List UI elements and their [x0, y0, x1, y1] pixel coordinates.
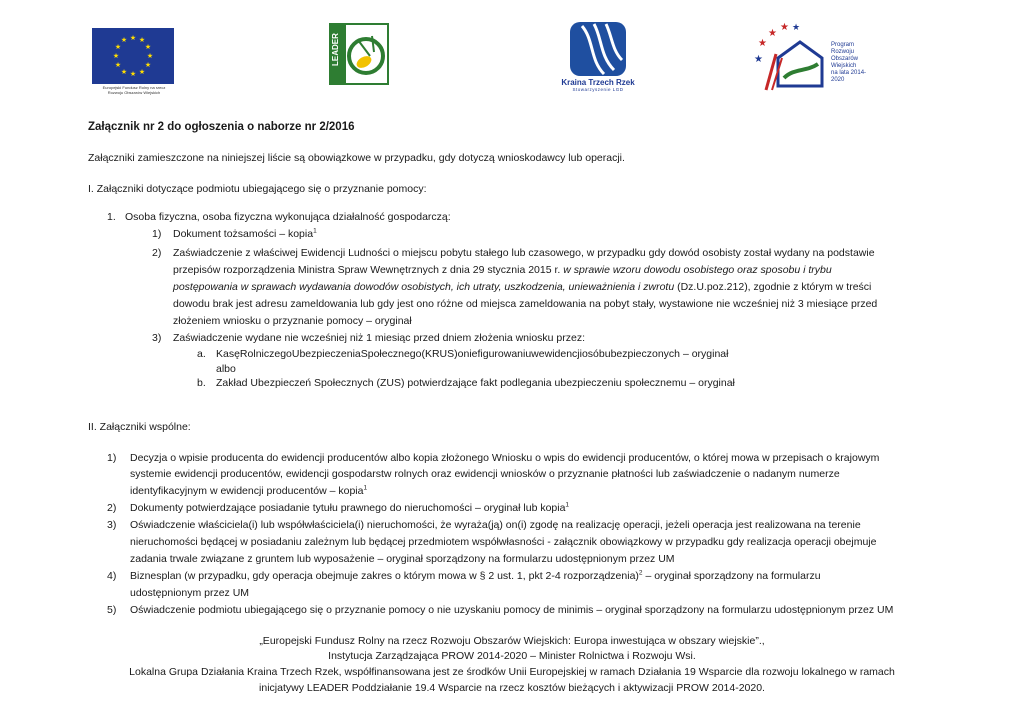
kraina-trzech-rzek-logo [560, 20, 636, 96]
section1-heading: I. Załączniki dotyczące podmiotu ubiegającego się o przyznanie pomocy: [88, 183, 427, 195]
s2-item1-line1: Decyzja o wpisie producenta do ewidencji producentów albo kopia złożonego Wniosku o wpis do ewidencji producentów, o której mowa w przepisach o krajowym [130, 452, 880, 464]
eu-flag-icon [92, 28, 174, 84]
sub2-number: 2) [152, 247, 162, 259]
leader-logo [322, 22, 390, 86]
s2-item3-line1: Oświadczenie właściciela(i) lub współwłaściciela(i) nieruchomości, że wyraża(ją) on(i) zgodę na realizację operacji, jeżeli operacja jest realizowana na terenie [130, 519, 861, 531]
s2-item1-line3-text: identyfikacyjnym w ewidencji producentów – kopia [130, 485, 364, 497]
suba-number: a. [197, 348, 206, 360]
prow-icon [748, 18, 830, 98]
document-title: Załącznik nr 2 do ogłoszenia o naborze nr 2/2016 [88, 121, 355, 133]
svg-text:★: ★ [792, 22, 801, 32]
s2-item3-line2: nieruchomości będącej w posiadaniu zależnym lub będącej przedmiotem współwłasności - załącznik obowiązkowy w przypadku gdy realizacja operacji obejmuje [130, 536, 877, 548]
eu-caption-line2: Rozwoju Obszarów Wiejskich [107, 90, 161, 95]
sub2-line5: złożeniem wniosku o przyznanie pomocy – oryginał [173, 315, 412, 327]
item1-text: Osoba fizyczna, osoba fizyczna wykonująca działalność gospodarczą: [125, 211, 451, 223]
svg-text:★: ★ [114, 62, 122, 69]
s2-item2-label: Dokumenty potwierdzające posiadanie tytułu prawnego do nieruchomości – oryginał lub kopia [130, 502, 566, 514]
s2-item2-number: 2) [107, 502, 117, 514]
sub3-number: 3) [152, 332, 162, 344]
prow-text [831, 42, 878, 84]
sub3-text: Zaświadczenie wydane nie wcześniej niż 1 miesiąc przed dniem złożenia wniosku przez: [173, 332, 586, 344]
sub2-line3-plain: (Dz.U.poz.212), zgodnie z którym w treści [677, 281, 872, 293]
ktr-subtitle: Stowarzyszenie LGD [572, 87, 624, 92]
eu-caption-line1: Europejski Fundusz Rolny na rzecz [102, 85, 166, 90]
svg-text:LEADER: LEADER [331, 33, 340, 66]
section2-heading: II. Załączniki wspólne: [88, 421, 191, 433]
eu-caption [92, 85, 176, 95]
svg-text:★: ★ [146, 53, 154, 60]
s2-item4-line2: udostępnionym przez UM [130, 587, 250, 599]
eu-flag-logo [92, 28, 176, 96]
s2-item4-number: 4) [107, 570, 117, 582]
sub2-line2-plain: przepisów rozporządzenia Ministra Spraw Wewnętrznych z dnia 29 stycznia 2015 r. [173, 264, 564, 276]
svg-text:★: ★ [114, 44, 122, 51]
sub1-label: Dokument tożsamości – kopia [173, 228, 314, 240]
svg-text:★: ★ [758, 38, 767, 49]
svg-text:★: ★ [120, 69, 128, 76]
s2-item5-number: 5) [107, 604, 117, 616]
s2-item4-line1-b: – oryginał sporządzony na formularzu [642, 570, 821, 582]
s2-item3-number: 3) [107, 519, 117, 531]
svg-text:★: ★ [112, 53, 120, 60]
footer-line4: inicjatywy LEADER Poddziałanie 19.4 Wsparcie na rzecz kosztów bieżących i aktywizacji PROW 2014-2020. [259, 682, 765, 694]
s2-item4-line1-a: Biznesplan (w przypadku, gdy operacja obejmuje zakres o którym mowa w § 2 ust. 1, pkt 2-4 rozporządzenia) [130, 570, 639, 582]
svg-text:★: ★ [768, 28, 777, 39]
sub2-line3 [173, 279, 871, 296]
intro-text: Załączniki zamieszczone na niniejszej liście są obowiązkowe w przypadku, gdy dotyczą wnioskodawcy lub operacji. [88, 152, 625, 164]
prow-line5: na lata 2014-2020 [831, 70, 867, 83]
subb-number: b. [197, 377, 206, 389]
leader-icon [322, 22, 390, 86]
svg-text:★: ★ [129, 71, 137, 78]
sub2-line2-italic: w sprawie wzoru dowodu osobistego oraz sposobu i trybu [563, 264, 832, 276]
sub1-text [173, 226, 317, 243]
s2-item4-footnote: 2 [638, 569, 643, 577]
prow-line3: Obszarów [831, 56, 859, 62]
sub1-footnote: 1 [313, 227, 317, 235]
svg-text:★: ★ [129, 35, 137, 42]
svg-text:★: ★ [144, 44, 152, 51]
s2-item1-footnote: 1 [363, 484, 368, 492]
s2-item3-line3: zadania trwale związane z gruntem lub wyposażenie – oryginał sporządzony na formularzu udostępnionym przez UM [130, 553, 675, 565]
s2-item4-line1 [130, 568, 821, 585]
s2-item2-text [130, 500, 569, 517]
footer-line3: Lokalna Grupa Działania Kraina Trzech Rzek, współfinansowana jest ze środków Unii Europejskiej w ramach Działania 19 Wsparcie dla rozwoju lokalnego w ramach [129, 666, 895, 678]
sub2-line4: dowodu brak jest adresu zameldowania lub gdy jest ono różne od miejsca zameldowania na pobyt stały, wystawione nie wcześniej niż 3 miesiące przed [173, 298, 878, 310]
svg-text:★: ★ [138, 69, 146, 76]
s2-item1-line2: systemie ewidencji producentów, ewidencji gospodarstw rolnych oraz ewidencji wniosków o przyznanie płatności lub zaświadczenie o nadanym numerze [130, 468, 840, 480]
svg-text:★: ★ [144, 62, 152, 69]
svg-text:★: ★ [754, 54, 763, 65]
footer-line2: Instytucja Zarządzająca PROW 2014-2020 – Minister Rolnictwa i Rozwoju Wsi. [328, 650, 696, 662]
svg-text:★: ★ [120, 37, 128, 44]
item1-number: 1. [107, 211, 116, 223]
logo-bar [0, 0, 1024, 110]
subb-text: Zakład Ubezpieczeń Społecznych (ZUS) potwierdzające fakt podlegania ubezpieczeniu społecznemu – oryginał [216, 377, 735, 389]
svg-text:★: ★ [780, 22, 789, 33]
sub2-line3-italic: postępowania w sprawach wydawania dowodów osobistych, ich utraty, uszkodzenia, unieważnienia i zwrotu [173, 281, 678, 293]
s2-item2-footnote: 1 [565, 501, 570, 509]
prow-line4: Wiejskich [831, 63, 857, 69]
s2-item1-number: 1) [107, 452, 117, 464]
prow-line2: Rozwoju [831, 49, 855, 55]
kraina-trzech-rzek-icon [560, 20, 636, 78]
prow-logo [748, 18, 878, 98]
sub2-line2 [173, 262, 832, 279]
sub2-line1: Zaświadczenie z właściwej Ewidencji Ludności o miejscu pobytu stałego lub czasowego, w przypadku gdy dowód osobisty został wydany na podstawie [173, 247, 875, 259]
albo-text: albo [216, 363, 236, 375]
suba-text: KasęRolniczegoUbezpieczeniaSpołecznego(KRUS)oniefigurowaniuwewidencjiosóbubezpieczonych – oryginał [216, 348, 729, 360]
prow-line1: Program [831, 42, 855, 48]
s2-item1-line3 [130, 483, 367, 500]
svg-text:★: ★ [138, 37, 146, 44]
s2-item5-text: Oświadczenie podmiotu ubiegającego się o przyznanie pomocy o nie uzyskaniu pomocy de minimis – oryginał sporządzony na formularzu udostępnionym przez UM [130, 604, 894, 616]
ktr-name: Kraina Trzech Rzek [561, 78, 635, 87]
footer-line1: „Europejski Fundusz Rolny na rzecz Rozwoju Obszarów Wiejskich: Europa inwestująca w obszary wiejskie”., [259, 635, 765, 647]
sub1-number: 1) [152, 228, 162, 240]
